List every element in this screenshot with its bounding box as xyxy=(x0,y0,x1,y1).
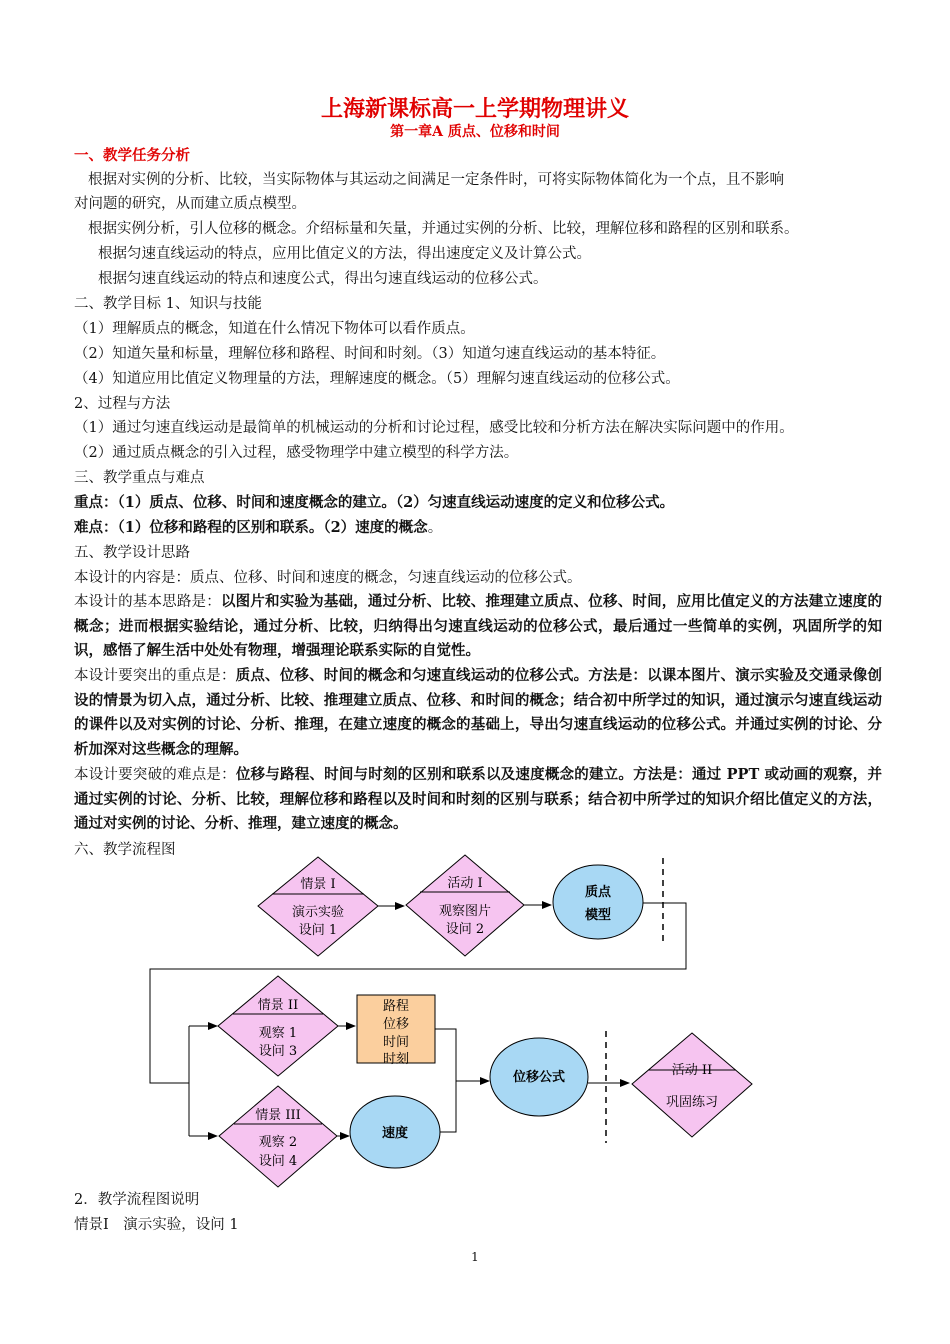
section-heading-objectives: 二、教学目标 1、知识与技能 xyxy=(74,296,262,312)
diamond-scene-1-label: 情景 I xyxy=(300,877,336,892)
diamond-scene-3-line1: 观察 2 xyxy=(258,1135,298,1150)
objective-line: （2）知道矢量和标量，理解位移和路程、时间和时刻。（3）知道匀速直线运动的基本特征。 xyxy=(74,346,666,362)
paragraph-line: 根据实例分析，引人位移的概念。介绍标量和矢量，并通过实例的分析、比较，理解位移和路程的区别和联系。 xyxy=(88,221,799,237)
design-content-line: 本设计的内容是：质点、位移、时间和速度的概念，匀速直线运动的位移公式。 xyxy=(74,570,582,586)
diamond-activity-1-line1: 观察图片 xyxy=(438,904,492,919)
rect-concepts-line2: 位移 xyxy=(382,1017,410,1032)
diamond-scene-2-line2: 设问 3 xyxy=(258,1044,298,1059)
objective-line: （1）理解质点的概念，知道在什么情况下物体可以看作质点。 xyxy=(74,321,475,337)
page-number: 1 xyxy=(471,1250,479,1264)
diamond-scene-2-line1: 观察 1 xyxy=(258,1026,298,1041)
difficulty-bold: 难点：（1）位移和路程的区别和联系。（2）速度的概念 xyxy=(74,519,428,536)
design-hard-body: 位移与路程、时间与时刻的区别和联系以及速度概念的建立。方法是：通过 PPT 或动画的观察，并通过实例的讨论、分析、比较，理解位移和路程以及时间和时刻的区别与联系；结合初中所学过的知识介绍比值定义的方法，通过对实例的讨论、分析、推理，建立速度的概念。 xyxy=(74,766,882,832)
diamond-activity-1-label: 活动 I xyxy=(447,876,483,891)
diamond-scene-3 xyxy=(219,1086,337,1187)
diamond-activity-2-label: 活动 II xyxy=(671,1063,713,1078)
design-focus-lead: 本设计要突出的重点是： xyxy=(74,668,236,684)
subheading-process-method: 2、过程与方法 xyxy=(74,396,171,412)
design-idea-body: 以图片和实验为基础，通过分析、比较、推理建立质点、位移、时间，应用比值定义的方法建立速度的概念；进而根据实验结论，通过分析、比较，归纳得出匀速直线运动的位移公式，最后通过一些简单的实例，巩固所学的知识，感悟了解生活中处处有物理，增强理论联系实际的自觉性。 xyxy=(74,593,883,659)
diamond-activity-1 xyxy=(406,855,524,956)
paragraph-line: 根据匀速直线运动的特点，应用比值定义的方法，得出速度定义及计算公式。 xyxy=(98,246,591,262)
diamond-activity-2 xyxy=(632,1033,752,1137)
diamond-scene-1-line1: 演示实验 xyxy=(291,905,345,920)
section-heading-key-points: 三、教学重点与难点 xyxy=(74,470,205,486)
design-focus-body: 质点、位移、时间的概念和匀速直线运动的位移公式。方法是：以课本图片、演示实验及交通录像创设的情景为切入点，通过分析、比较、推理建立质点、位移、和时间的概念；结合初中所学过的知识，通过演示匀速直线运动的课件以及对实例的讨论、分析、推理，在建立速度的概念的基础上，导出匀速直线运动的位移公式。并通过实例的讨论、分析加深对这些概念的理解。 xyxy=(74,667,882,758)
diamond-activity-2-line1: 巩固练习 xyxy=(665,1095,719,1110)
circle-displacement-formula-label: 位移公式 xyxy=(512,1070,566,1085)
document-title: 上海新课标高一上学期物理讲义 xyxy=(320,96,629,122)
circle-particle-model-line2: 模型 xyxy=(584,908,612,923)
objective-line: （1）通过匀速直线运动是最简单的机械运动的分析和讨论过程，感受比较和分析方法在解决实际问题中的作用。 xyxy=(74,420,794,436)
diamond-scene-3-line2: 设问 4 xyxy=(258,1154,298,1169)
rect-concepts-line4: 时刻 xyxy=(382,1052,410,1067)
diamond-scene-2 xyxy=(218,976,338,1076)
key-point-line: 重点：（1）质点、位移、时间和速度概念的建立。（2）匀速直线运动速度的定义和位移公式。 xyxy=(74,494,675,511)
rect-concepts-line3: 时间 xyxy=(382,1035,410,1050)
circle-particle-model-line1: 质点 xyxy=(584,885,612,900)
diamond-scene-3-label: 情景 III xyxy=(255,1108,301,1123)
design-idea-lead: 本设计的基本思路是： xyxy=(74,594,221,610)
diamond-scene-1 xyxy=(258,857,378,956)
objective-line: （4）知道应用比值定义物理量的方法，理解速度的概念。（5）理解匀速直线运动的位移公式。 xyxy=(74,371,680,387)
circle-velocity xyxy=(350,1096,440,1168)
objective-line: （2）通过质点概念的引入过程，感受物理学中建立模型的科学方法。 xyxy=(74,445,519,461)
diamond-scene-1-line2: 设问 1 xyxy=(298,923,338,938)
section-heading-design: 五、教学设计思路 xyxy=(74,545,190,561)
paragraph-line: 根据匀速直线运动的特点和速度公式，得出匀速直线运动的位移公式。 xyxy=(98,271,548,287)
difficulty-end: 。 xyxy=(427,520,443,536)
design-hard-lead: 本设计要突破的难点是： xyxy=(74,767,236,783)
flowchart-explanation-heading: 2．教学流程图说明 xyxy=(74,1192,200,1208)
rect-concepts-line1: 路程 xyxy=(382,999,410,1014)
circle-particle-model xyxy=(553,865,643,939)
section-heading-task-analysis: 一、教学任务分析 xyxy=(74,147,190,164)
rect-concepts xyxy=(357,995,435,1067)
circle-velocity-label: 速度 xyxy=(381,1126,409,1141)
circle-displacement-formula xyxy=(490,1038,588,1116)
diamond-scene-2-label: 情景 II xyxy=(257,998,299,1013)
section-heading-flowchart: 六、教学流程图 xyxy=(74,842,176,858)
paragraph-line: 根据对实例的分析、比较，当实际物体与其运动之间满足一定条件时，可将实际物体简化为一个点，且不影响 xyxy=(88,172,784,188)
document-subtitle: 第一章A 质点、位移和时间 xyxy=(390,124,560,140)
diamond-activity-1-line2: 设问 2 xyxy=(445,922,485,937)
paragraph-line: 对问题的研究，从而建立质点模型。 xyxy=(74,196,306,212)
flowchart-explanation-line: 情景Ⅰ 演示实验，设问 1 xyxy=(74,1217,239,1233)
